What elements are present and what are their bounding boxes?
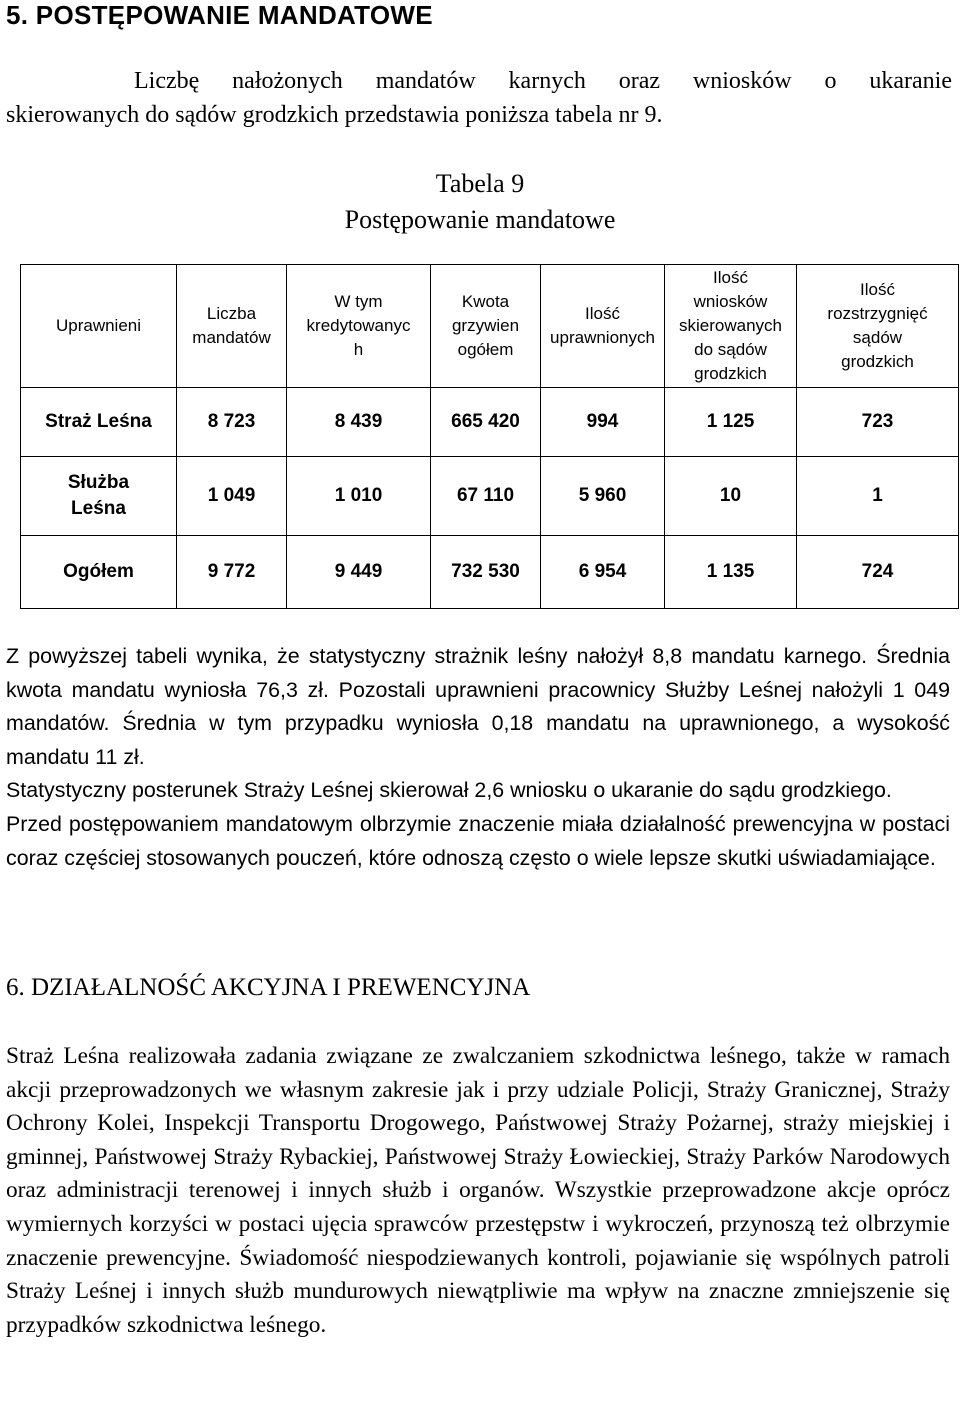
table-row bbox=[21, 457, 959, 536]
row-label: Ogółem bbox=[21, 536, 177, 609]
table-row bbox=[21, 388, 959, 457]
table-caption-number: Tabela 9 bbox=[435, 169, 525, 198]
table-cell: 5 960 bbox=[541, 457, 665, 536]
table-cell: 8 723 bbox=[177, 388, 287, 457]
row-label: Straż Leśna bbox=[21, 388, 177, 457]
summary-paragraph-3: Przed postępowaniem mandatowym olbrzymie znaczenie miała działalność prewencyjna w postaci coraz częściej stosowanych pouczeń, które odnoszą często o wiele lepsze skutki uświadamiające. bbox=[6, 811, 950, 870]
header-fine-amount: Kwota grzywien ogółem bbox=[431, 265, 541, 388]
row-label: Służba Leśna bbox=[21, 457, 177, 536]
table-cell: 1 135 bbox=[665, 536, 797, 609]
table-row-total bbox=[21, 536, 959, 609]
section-5-heading: 5. POSTĘPOWANIE MANDATOWE bbox=[6, 0, 433, 30]
intro-paragraph bbox=[6, 64, 952, 132]
table-cell: 67 110 bbox=[431, 457, 541, 536]
summary-paragraph-1: Z powyższej tabeli wynika, że statystyczny strażnik leśny nałożył 8,8 mandatu karnego. Średnia kwota mandatu wyniosła 76,3 zł. Pozostali uprawnieni pracownicy Służby Leśnej nałożyli 1 049 mandatów. Średnia w tym przypadku wyniosła 0,18 mandatu na uprawnionego, a wysokość mandatu 11 zł. bbox=[6, 644, 950, 769]
table-cell: 1 010 bbox=[287, 457, 431, 536]
table-cell: 1 bbox=[797, 457, 959, 536]
section-6-heading: 6. DZIAŁALNOŚĆ AKCYJNA I PREWENCYJNA bbox=[6, 974, 531, 1001]
table-cell: 994 bbox=[541, 388, 665, 457]
header-credit: W tym kredytowanyc h bbox=[287, 265, 431, 388]
header-authorized-count: Ilość uprawnionych bbox=[541, 265, 665, 388]
table-cell: 1 125 bbox=[665, 388, 797, 457]
table-header-row bbox=[21, 265, 959, 388]
table-cell: 724 bbox=[797, 536, 959, 609]
header-court-motions: Ilość wniosków skierowanych do sądów grodzkich bbox=[665, 265, 797, 388]
table-cell: 9 449 bbox=[287, 536, 431, 609]
header-authorized: Uprawnieni bbox=[21, 265, 177, 388]
section-6-paragraph: Straż Leśna realizowała zadania związane ze zwalczaniem szkodnictwa leśnego, także w ramach akcji przeprowadzonych we własnym zakresie jak i przy udziale Policji, Straży Granicznej, Straży Ochrony Kolei, Inspekcji Transportu Drogowego, Państwowej Straży Pożarnej, straży miejskiej i gminnej, Państwowej Straży Rybackiej, Państwowej Straży Łowieckiej, Straży Parków Narodowych oraz administracji terenowej i innych służb i organów. Wszystkie przeprowadzone akcje oprócz wymiernych korzyści w postaci ujęcia sprawców przestępstw i wykroczeń, przynoszą też olbrzymie znaczenie prewencyjne. Świadomość niespodziewanych kontroli, pojawianie się wspólnych patroli Straży Leśnej i innych służb mundurowych niewątpliwie ma wpływ na znaczne zmniejszenie się przypadków szkodnictwa leśnego. bbox=[6, 1043, 950, 1338]
table-cell: 1 049 bbox=[177, 457, 287, 536]
table-cell: 8 439 bbox=[287, 388, 431, 457]
table-caption bbox=[0, 166, 960, 238]
intro-line-1: Liczbę nałożonych mandatów karnych oraz wniosków o ukaranie bbox=[134, 68, 952, 94]
table-cell: 665 420 bbox=[431, 388, 541, 457]
table-cell: 732 530 bbox=[431, 536, 541, 609]
table-cell: 10 bbox=[665, 457, 797, 536]
header-mandate-count: Liczba mandatów bbox=[177, 265, 287, 388]
mandate-table bbox=[20, 264, 959, 609]
table-cell: 6 954 bbox=[541, 536, 665, 609]
summary-paragraph-2: Statystyczny posterunek Straży Leśnej skierował 2,6 wniosku o ukaranie do sądu grodzkiego. bbox=[6, 778, 892, 803]
table-caption-title: Postępowanie mandatowe bbox=[344, 205, 616, 234]
table-cell: 9 772 bbox=[177, 536, 287, 609]
intro-line-2: skierowanych do sądów grodzkich przedstawia poniższa tabela nr 9. bbox=[6, 102, 663, 128]
summary-text bbox=[6, 640, 950, 875]
header-court-decisions: Ilość rozstrzygnięć sądów grodzkich bbox=[797, 265, 959, 388]
table-cell: 723 bbox=[797, 388, 959, 457]
